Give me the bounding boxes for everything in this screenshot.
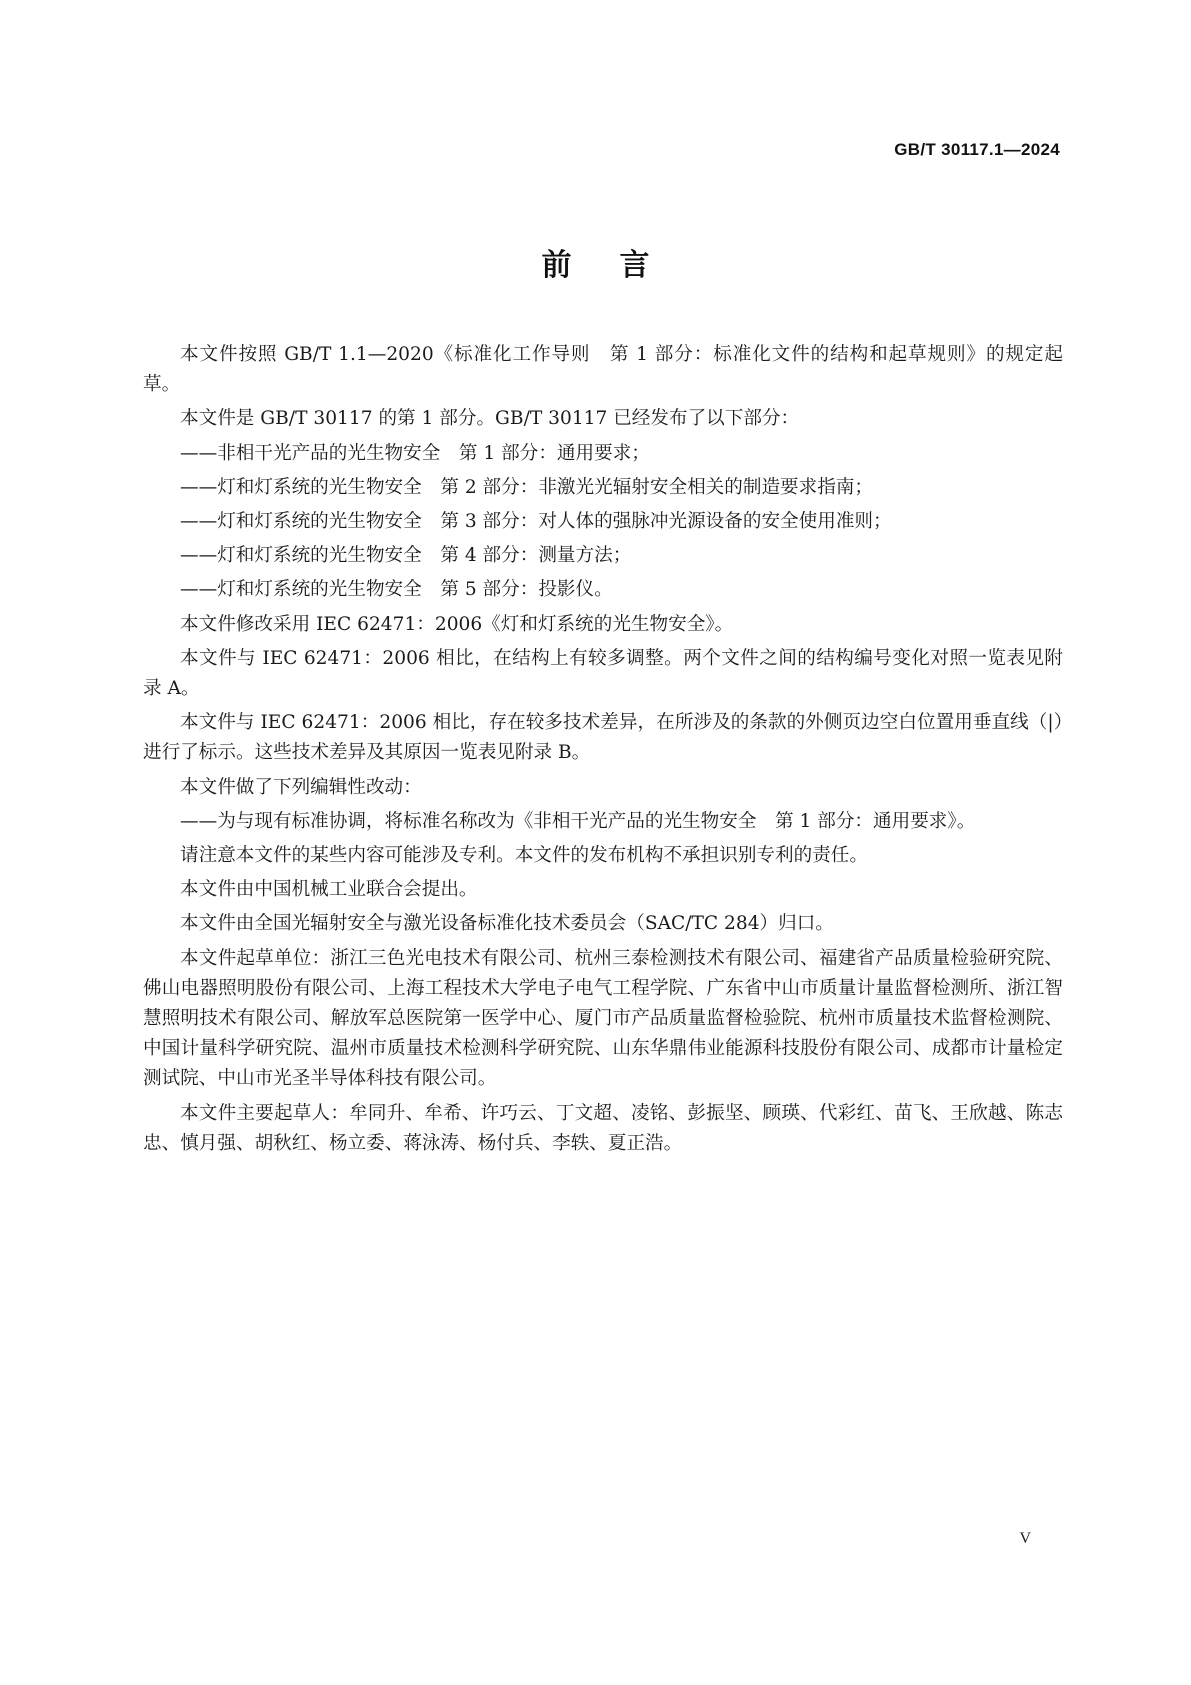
paragraph-drafting-rules: 本文件按照 GB/T 1.1—2020《标准化工作导则 第 1 部分：标准化文件的结构和起草规则》的规定起草。 bbox=[143, 344, 1063, 396]
paragraph-structure-changes: 本文件与 IEC 62471：2006 相比，在结构上有较多调整。两个文件之间的结构编号变化对照一览表见附录 A。 bbox=[143, 647, 1063, 700]
list-item: ——灯和灯系统的光生物安全 第 3 部分：对人体的强脉冲光源设备的安全使用准则； bbox=[180, 511, 892, 533]
paragraph-drafters: 本文件主要起草人：牟同升、牟希、许巧云、丁文超、凌铭、彭振坚、顾瑛、代彩红、苗飞、王欣越、陈志忠、慎月强、胡秋红、杨立委、蒋泳涛、杨付兵、李轶、夏正浩。 bbox=[143, 1102, 1063, 1154]
paragraph-technical-differences: 本文件与 IEC 62471：2006 相比，存在较多技术差异，在所涉及的条款的外侧页边空白位置用垂直线（|）进行了标示。这些技术差异及其原因一览表见附录 B。 bbox=[143, 712, 1063, 764]
paragraph-adoption: 本文件修改采用 IEC 62471：2006《灯和灯系统的光生物安全》。 bbox=[180, 613, 734, 635]
paragraph-drafting-units: 本文件起草单位：浙江三色光电技术有限公司、杭州三泰检测技术有限公司、福建省产品质量检验研究院、佛山电器照明股份有限公司、上海工程技术大学电子电气工程学院、广东省中山市质量计量监督检测所、浙江智慧照明技术有限公司、解放军总医院第一医学中心、厦门市产品质量监督检验院、杭州市质量技术监督检测院、中国计量科学研究院、温州市质量技术检测科学研究院、山东华鼎伟业能源科技股份有限公司、成都市计量检定测试院、中山市光圣半导体科技有限公司。 bbox=[143, 947, 1063, 1090]
list-item: ——非相干光产品的光生物安全 第 1 部分：通用要求； bbox=[180, 442, 650, 464]
list-item: ——为与现有标准协调，将标准名称改为《非相干光产品的光生物安全 第 1 部分：通用要求》。 bbox=[180, 810, 976, 832]
page-title: 前言 bbox=[541, 248, 698, 283]
standard-number: GB/T 30117.1—2024 bbox=[894, 140, 1060, 159]
page-number: V bbox=[1019, 1530, 1031, 1547]
list-item: ——灯和灯系统的光生物安全 第 5 部分：投影仪。 bbox=[180, 579, 613, 601]
list-item: ——灯和灯系统的光生物安全 第 2 部分：非激光光辐射安全相关的制造要求指南； bbox=[180, 476, 874, 498]
paragraph-part-intro: 本文件是 GB/T 30117 的第 1 部分。GB/T 30117 已经发布了以下部分： bbox=[180, 408, 800, 430]
list-item: ——灯和灯系统的光生物安全 第 4 部分：测量方法； bbox=[180, 545, 632, 567]
paragraph-patent-notice: 请注意本文件的某些内容可能涉及专利。本文件的发布机构不承担识别专利的责任。 bbox=[180, 845, 868, 867]
paragraph-proposer: 本文件由中国机械工业联合会提出。 bbox=[180, 879, 478, 901]
paragraph-committee: 本文件由全国光辐射安全与激光设备标准化技术委员会（SAC/TC 284）归口。 bbox=[180, 913, 834, 935]
foreword-body bbox=[143, 340, 1063, 1163]
paragraph-editorial-changes: 本文件做了下列编辑性改动： bbox=[180, 776, 422, 798]
